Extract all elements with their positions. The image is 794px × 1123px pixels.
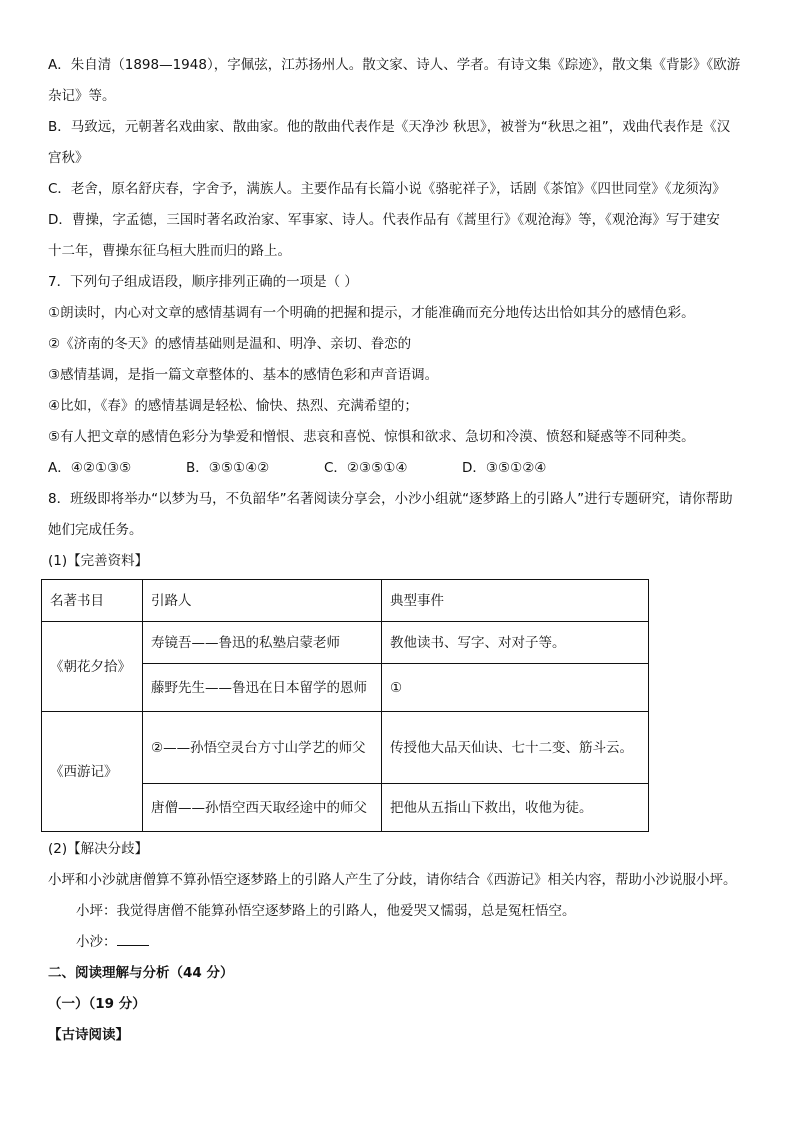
text-line: D．曹操，字孟德，三国时著名政治家、军事家、诗人。代表作品有《蒿里行》《观沧海》等，《观沧海》写于建安: [48, 212, 720, 228]
event-cell: 把他从五指山下救出，收他为徒。: [382, 784, 649, 832]
guide-cell: 寿镜吾——鲁迅的私塾启蒙老师: [143, 622, 382, 664]
book-cell: 《朝花夕拾》: [42, 622, 143, 712]
question-8: 8．班级即将举办“以梦为马，不负韶华”名著阅读分享会，小沙小组就“逐梦路上的引路人”进行专题研究，请你帮助: [48, 491, 733, 507]
text-line: 宫秋》: [48, 150, 89, 166]
sentence-2: ②《济南的冬天》的感情基础则是温和、明净、亲切、眷恋的: [48, 336, 412, 352]
sentence-4: ④比如，《春》的感情基调是轻松、愉快、热烈、充满希望的；: [48, 398, 418, 414]
guide-table: [41, 579, 649, 832]
sentence-3: ③感情基调，是指一篇文章整体的、基本的感情色彩和声音语调。: [48, 367, 439, 383]
guide-cell: 唐僧——孙悟空西天取经途中的师父: [143, 784, 382, 832]
xiaosha-label: 小沙：: [76, 934, 117, 950]
subtask-2-label: (2)【解决分歧】: [48, 841, 149, 857]
question-7: 7．下列句子组成语段，顺序排列正确的一项是（ ）: [48, 274, 358, 290]
event-cell: 教他读书、写字、对对子等。: [382, 622, 649, 664]
option-d[interactable]: D．③⑤①②④: [462, 460, 547, 476]
text-line: A．朱自清（1898—1948），字佩弦，江苏扬州人。散文家、诗人、学者。有诗文集《踪迹》，散文集《背影》《欧游: [48, 57, 741, 73]
option-b[interactable]: B．③⑤①④②: [186, 460, 270, 476]
table-header: 典型事件: [382, 580, 649, 622]
option-c[interactable]: C．②③⑤①④: [324, 460, 408, 476]
subtask-1-label: (1)【完善资料】: [48, 553, 149, 569]
text-line: B．马致远，元朝著名戏曲家、散曲家。他的散曲代表作是《天净沙 秋思》，被誉为“秋思之祖”，戏曲代表作是《汉: [48, 119, 731, 135]
event-cell: 传授他大品天仙诀、七十二变、筋斗云。: [382, 712, 649, 784]
table-header: 名著书目: [42, 580, 143, 622]
book-cell: 《西游记》: [42, 712, 143, 832]
poem-reading-heading: 【古诗阅读】: [48, 1027, 129, 1043]
text-line: C．老舍，原名舒庆春，字舍予，满族人。主要作品有长篇小说《骆驼祥子》，话剧《茶馆》《四世同堂》《龙须沟》: [48, 181, 726, 197]
text-line: 杂记》等。: [48, 88, 116, 104]
guide-cell: 藤野先生——鲁迅在日本留学的恩师: [143, 664, 382, 712]
sentence-1: ①朗读时，内心对文章的感情基调有一个明确的把握和提示，才能准确而充分地传达出恰如其分的感情色彩。: [48, 305, 695, 321]
option-a[interactable]: A．④②①③⑤: [48, 460, 132, 476]
xiaosha-line: [48, 927, 758, 958]
event-cell-blank-1[interactable]: ①: [382, 664, 649, 712]
text-line: 小坪和小沙就唐僧算不算孙悟空逐梦路上的引路人产生了分歧，请你结合《西游记》相关内容，帮助小沙说服小坪。: [48, 872, 737, 888]
text-line: 她们完成任务。: [48, 522, 143, 538]
exam-page: [48, 50, 758, 1051]
answer-options: [48, 453, 758, 484]
table-header: 引路人: [143, 580, 382, 622]
guide-cell-blank-2[interactable]: ②——孙悟空灵台方寸山学艺的师父: [143, 712, 382, 784]
answer-blank[interactable]: [117, 931, 149, 946]
sentence-5: ⑤有人把文章的感情色彩分为挚爱和憎恨、悲哀和喜悦、惊惧和欲求、急切和冷漠、愤怒和疑惑等不同种类。: [48, 429, 695, 445]
xiaoping-line: 小坪：我觉得唐僧不能算孙悟空逐梦路上的引路人，他爱哭又懦弱，总是冤枉悟空。: [76, 903, 576, 919]
subsection-heading: （一）（19 分）: [48, 996, 146, 1012]
text-line: 十二年，曹操东征乌桓大胜而归的路上。: [48, 243, 291, 259]
section-heading: 二、阅读理解与分析（44 分）: [48, 965, 234, 981]
